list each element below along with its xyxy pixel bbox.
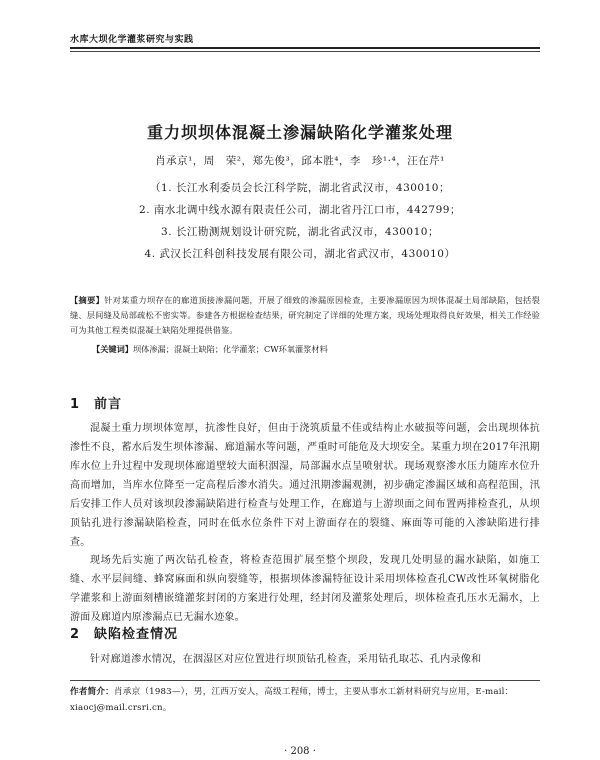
keywords: [92, 342, 542, 357]
section-title: 缺陷检查情况: [94, 627, 179, 642]
affiliation-1: （1. 长江水利委员会长江科学院，湖北省武汉市，430010；: [150, 182, 450, 194]
affiliation-list: [60, 177, 540, 265]
header-rule: [70, 47, 540, 49]
affiliation-3: 3. 长江勘测规划设计研究院，湖北省武汉市，430010；: [161, 226, 439, 238]
footnote-label: 作者简介：: [70, 687, 114, 697]
affiliation-2: 2. 南水北调中线水源有限责任公司，湖北省丹江口市，442799；: [139, 204, 461, 216]
header-rule-thin: [70, 51, 540, 52]
section-heading-1: [70, 393, 122, 412]
paper-title: 重力坝坝体混凝土渗漏缺陷化学灌浆处理: [146, 123, 453, 142]
abstract-label: 【摘要】: [70, 295, 105, 305]
section-title: 前言: [94, 397, 123, 412]
abstract: [70, 293, 540, 338]
section-number: 2: [70, 627, 81, 642]
abstract-text: 针对某重力坝存在的廊道顶接渗漏问题，开展了细致的渗漏原因检查，主要渗漏原因为坝体混凝土局部缺陷，包括裂缝、层间缝及局部疏松不密实等。参建各方根据检查结果，研究制定了详细的处理方案，现场处理取得良好效果，相关工作经验可为其他工程类似混凝土缺陷处理提供借鉴。: [70, 295, 540, 335]
keywords-label: 【关键词】: [92, 344, 133, 354]
running-head: 水库大坝化学灌浆研究与实践: [70, 35, 194, 45]
page-number: · 208 ·: [284, 746, 316, 757]
body-paragraph-1: 混凝土重力坝坝体宽厚，抗渗性良好，但由于浇筑质量不佳或结构止水破损等问题，会出现坝体抗渗性不良，蓄水后发生坝体渗漏、廊道漏水等问题，严重时可能危及大坝安全。某重力坝在2017年汛期库水位上升过程中发现坝体廊道壁较大面积洇湿，局部漏水点呈喷射状。现场观察渗水压力随库水位升高而增加，当库水位降至一定高程后渗水消失。通过汛期渗漏观测，初步确定渗漏区域和高程范围，汛后安排工作人员对该坝段渗漏缺陷进行检查与处理工作，在廊道与上游坝面之间布置两排检查孔，从坝顶钻孔进行渗漏缺陷检查，同时在低水位条件下对上游面存在的裂缝、麻面等可能的入渗缺陷进行排查。: [70, 423, 540, 548]
section-heading-2: [70, 623, 178, 642]
author-footnote: [70, 684, 540, 716]
affiliation-4: 4. 武汉长江科创科技发展有限公司，湖北省武汉市，430010）: [144, 248, 456, 260]
footnote-text: 肖承京（1983—），男，江西万安人，高级工程师，博士，主要从事水工新材料研究与应用，E-mail：xiaocj@mail.crsri.cn。: [70, 687, 514, 713]
section-number: 1: [70, 397, 81, 412]
body-paragraph-3: 针对廊道渗水情况，在洇湿区对应位置进行坝顶钻孔检查，采用钻孔取芯、孔内录像和: [90, 654, 482, 665]
body-paragraph-2: 现场先后实施了两次钻孔检查，将检查范围扩展至整个坝段，发现几处明显的漏水缺陷，如施工缝、水平层间缝、蜂窝麻面和纵向裂缝等，根据坝体渗漏特征设计采用坝体检查孔CW改性环氧树脂化学灌浆和上游面刻槽嵌缝灌浆封闭的方案进行处理，经封闭及灌浆处理后，坝体检查孔压水无漏水，上游面及廊道内原渗漏点已无漏水迹象。: [70, 555, 540, 623]
author-list: 肖承京¹，周 荣²，郑先俊³，邱本胜⁴，李 珍¹·⁴，汪在芹¹: [155, 155, 445, 167]
footnote-rule: [70, 680, 540, 681]
keywords-text: 坝体渗漏；混凝土缺陷；化学灌浆；CW环氧灌浆材料: [132, 344, 328, 354]
